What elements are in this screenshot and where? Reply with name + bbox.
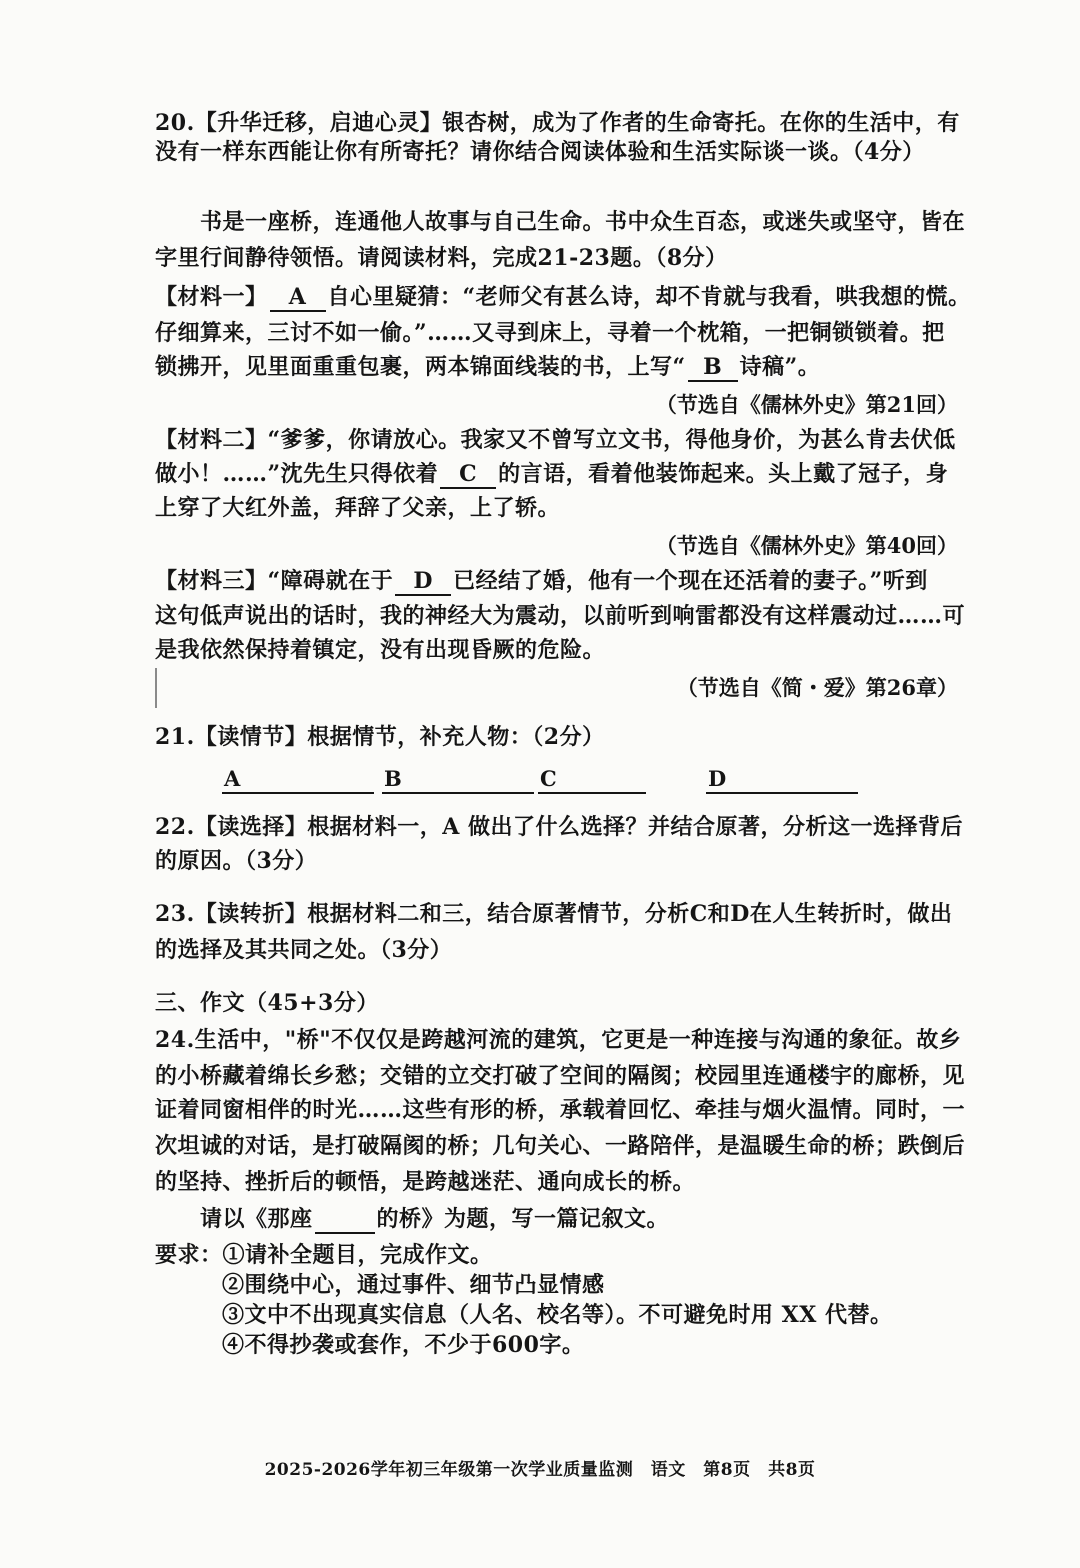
reading-intro-line-1: 书是一座桥，连通他人故事与自己生命。书中众生百态，或迷失或坚守，皆在 (200, 209, 966, 235)
blank-d: D (395, 568, 451, 596)
essay-heading: 三、作文（45+3分） (155, 990, 379, 1016)
q23-line-1: 23.【读转折】根据材料二和三，结合原著情节，分析C和D在人生转折时，做出 (155, 901, 953, 927)
essay-prompt-post: 的桥》为题，写一篇记叙文。 (376, 1206, 670, 1232)
answer-blank-b[interactable]: B (382, 766, 534, 794)
material-3-line-1 (155, 566, 970, 596)
material-1-line-1 (155, 282, 970, 312)
material-3-line-2: 这句低声说出的话时，我的神经大为震动，以前听到响雷都没有这样震动过……可 (155, 603, 966, 629)
material-1-text-1: 自心里疑猜：“老师父有甚么诗，却不肯就与我看，哄我想的慌。 (327, 284, 971, 310)
q23-line-2: 的选择及其共同之处。（3分） (155, 937, 453, 963)
scan-edge-mark (155, 668, 157, 708)
answer-blank-d[interactable]: D (706, 766, 858, 794)
blank-b: B (688, 354, 738, 382)
essay-prompt (200, 1204, 970, 1234)
material-3-text-1a: 【材料三】“障碍就在于 (155, 568, 394, 594)
essay-line-3: 证着同窗相伴的时光……这些有形的桥，承载着回忆、牵挂与烟火温情。同时，一 (155, 1097, 966, 1123)
material-2-text-2b: 的言语，看着他装饰起来。头上戴了冠子，身 (498, 461, 949, 487)
blank-c: C (440, 461, 496, 489)
essay-line-1: 24.生活中，"桥"不仅仅是跨越河流的建筑，它更是一种连接与沟通的象征。故乡 (155, 1027, 962, 1053)
title-blank (315, 1210, 375, 1234)
material-3-source: （节选自《简・爱》第26章） (676, 675, 958, 700)
essay-requirement-4: ④不得抄袭或套作，不少于600字。 (222, 1332, 585, 1358)
material-2-text-2a: 做小！……”沈先生只得依着 (155, 461, 439, 487)
material-2-line-1: 【材料二】“爹爹，你请放心。我家又不曾写立文书，得他身价，为甚么肯去伏低 (155, 427, 956, 453)
q20-line-2: 没有一样东西能让你有所寄托？请你结合阅读体验和生活实际谈一谈。（4分） (155, 139, 925, 165)
answer-blank-c[interactable]: C (538, 766, 646, 794)
essay-line-2: 的小桥藏着绵长乡愁；交错的立交打破了空间的隔阂；校园里连通楼宇的廊桥，见 (155, 1063, 966, 1089)
blank-a: A (270, 284, 326, 312)
q21-line: 21.【读情节】根据情节，补充人物：（2分） (155, 724, 605, 750)
material-2-line-3: 上穿了大红外盖，拜辞了父亲，上了轿。 (155, 495, 561, 521)
material-2-source: （节选自《儒林外史》第40回） (655, 533, 958, 558)
essay-requirement-2: ②围绕中心，通过事件、细节凸显情感 (222, 1272, 605, 1298)
material-2-line-2 (155, 459, 970, 489)
essay-line-5: 的坚持、挫折后的顿悟，是跨越迷茫、通向成长的桥。 (155, 1169, 696, 1195)
essay-requirement-3: ③文中不出现真实信息（人名、校名等）。不可避免时用 XX 代替。 (222, 1302, 893, 1328)
q22-line-2: 的原因。（3分） (155, 848, 318, 874)
material-1-label: 【材料一】 (155, 284, 268, 310)
material-1-source: （节选自《儒林外史》第21回） (655, 392, 958, 417)
material-1-text-3b: 诗稿”。 (739, 354, 821, 380)
page-footer: 2025-2026学年初三年级第一次学业质量监测 语文 第8页 共8页 (264, 1460, 816, 1480)
material-1-line-3 (155, 352, 970, 382)
essay-line-4: 次坦诚的对话，是打破隔阂的桥；几句关心、一路陪伴，是温暖生命的桥；跌倒后 (155, 1133, 966, 1159)
q20-line-1: 20.【升华迁移，启迪心灵】银杏树，成为了作者的生命寄托。在你的生活中，有 (155, 110, 960, 136)
answer-blank-a[interactable]: A (222, 766, 374, 794)
material-3-line-3: 是我依然保持着镇定，没有出现昏厥的危险。 (155, 637, 606, 663)
material-1-text-3a: 锁拂开，见里面重重包裹，两本锦面线装的书，上写“ (155, 354, 686, 380)
q22-line-1: 22.【读选择】根据材料一，A 做出了什么选择？并结合原著，分析这一选择背后 (155, 814, 964, 840)
material-3-text-1b: 已经结了婚，他有一个现在还活着的妻子。”听到 (453, 568, 928, 594)
reading-intro-line-2: 字里行间静待领悟。请阅读材料，完成21-23题。（8分） (155, 245, 728, 271)
material-1-line-2: 仔细算来，三讨不如一偷。”……又寻到床上，寻着一个枕箱，一把铜锁锁着。把 (155, 320, 945, 346)
essay-prompt-pre: 请以《那座 (200, 1206, 313, 1232)
essay-requirement-1: 要求：①请补全题目，完成作文。 (155, 1242, 493, 1268)
